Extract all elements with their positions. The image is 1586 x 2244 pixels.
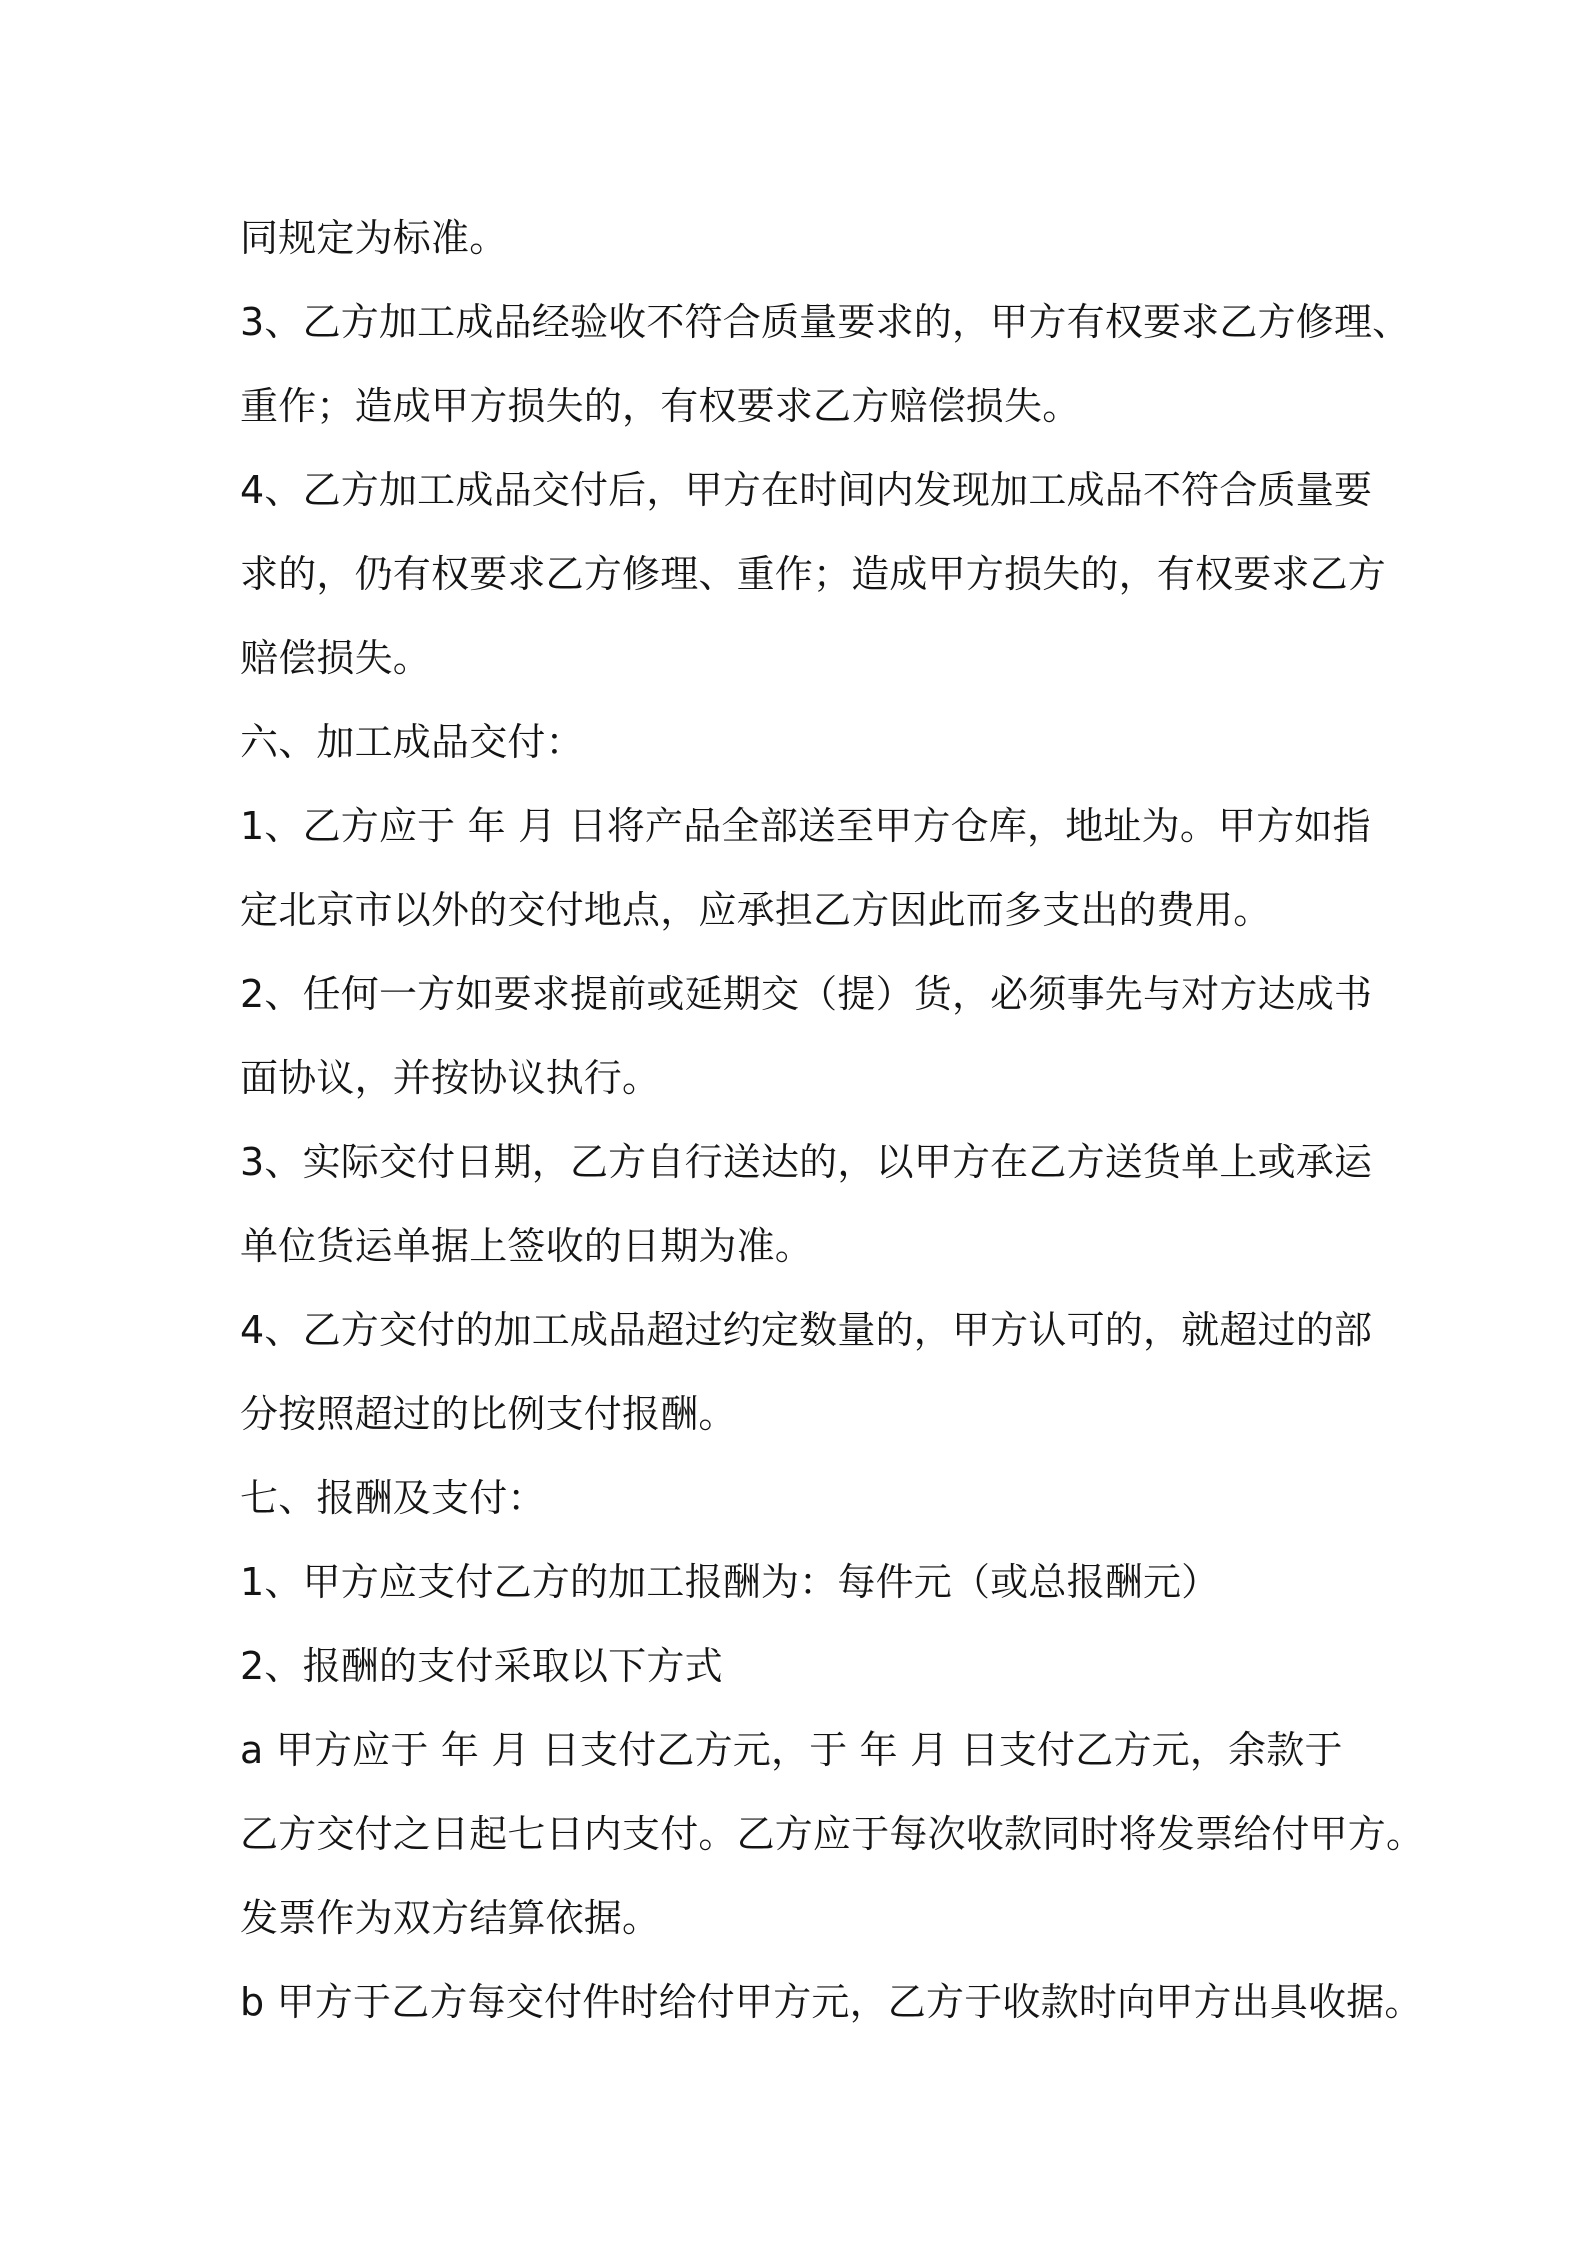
text-line: b 甲方于乙方每交付件时给付甲方元，乙方于收款时向甲方出具收据。 [240, 1980, 1423, 2024]
text-line: 2、报酬的支付采取以下方式 [240, 1644, 723, 1688]
text-line: 1、乙方应于 年 月 日将产品全部送至甲方仓库，地址为。甲方如指 [240, 804, 1371, 848]
text-line: 3、乙方加工成品经验收不符合质量要求的，甲方有权要求乙方修理、 [240, 300, 1411, 344]
text-line: 定北京市以外的交付地点，应承担乙方因此而多支出的费用。 [240, 888, 1272, 932]
text-line: 4、乙方交付的加工成品超过约定数量的，甲方认可的，就超过的部 [240, 1308, 1373, 1352]
text-line: a 甲方应于 年 月 日支付乙方元，于 年 月 日支付乙方元，余款于 [240, 1728, 1343, 1772]
section-heading: 七、报酬及支付： [240, 1476, 546, 1520]
text-line: 同规定为标准。 [240, 216, 508, 260]
text-line: 重作；造成甲方损失的，有权要求乙方赔偿损失。 [240, 384, 1081, 428]
text-line: 单位货运单据上签收的日期为准。 [240, 1224, 814, 1268]
document-body [240, 196, 1425, 2044]
text-line: 赔偿损失。 [240, 636, 432, 680]
text-line: 面协议，并按协议执行。 [240, 1056, 661, 1100]
text-line: 发票作为双方结算依据。 [240, 1896, 661, 1940]
section-heading: 六、加工成品交付： [240, 720, 584, 764]
text-line: 3、实际交付日期，乙方自行送达的，以甲方在乙方送货单上或承运 [240, 1140, 1373, 1184]
text-line: 分按照超过的比例支付报酬。 [240, 1392, 737, 1436]
text-line: 1、甲方应支付乙方的加工报酬为：每件元（或总报酬元） [240, 1560, 1220, 1604]
text-line: 乙方交付之日起七日内支付。乙方应于每次收款同时将发票给付甲方。 [240, 1812, 1425, 1856]
text-line: 求的，仍有权要求乙方修理、重作；造成甲方损失的，有权要求乙方 [240, 552, 1387, 596]
text-line: 4、乙方加工成品交付后，甲方在时间内发现加工成品不符合质量要 [240, 468, 1373, 512]
text-line: 2、任何一方如要求提前或延期交（提）货，必须事先与对方达成书 [240, 972, 1373, 1016]
